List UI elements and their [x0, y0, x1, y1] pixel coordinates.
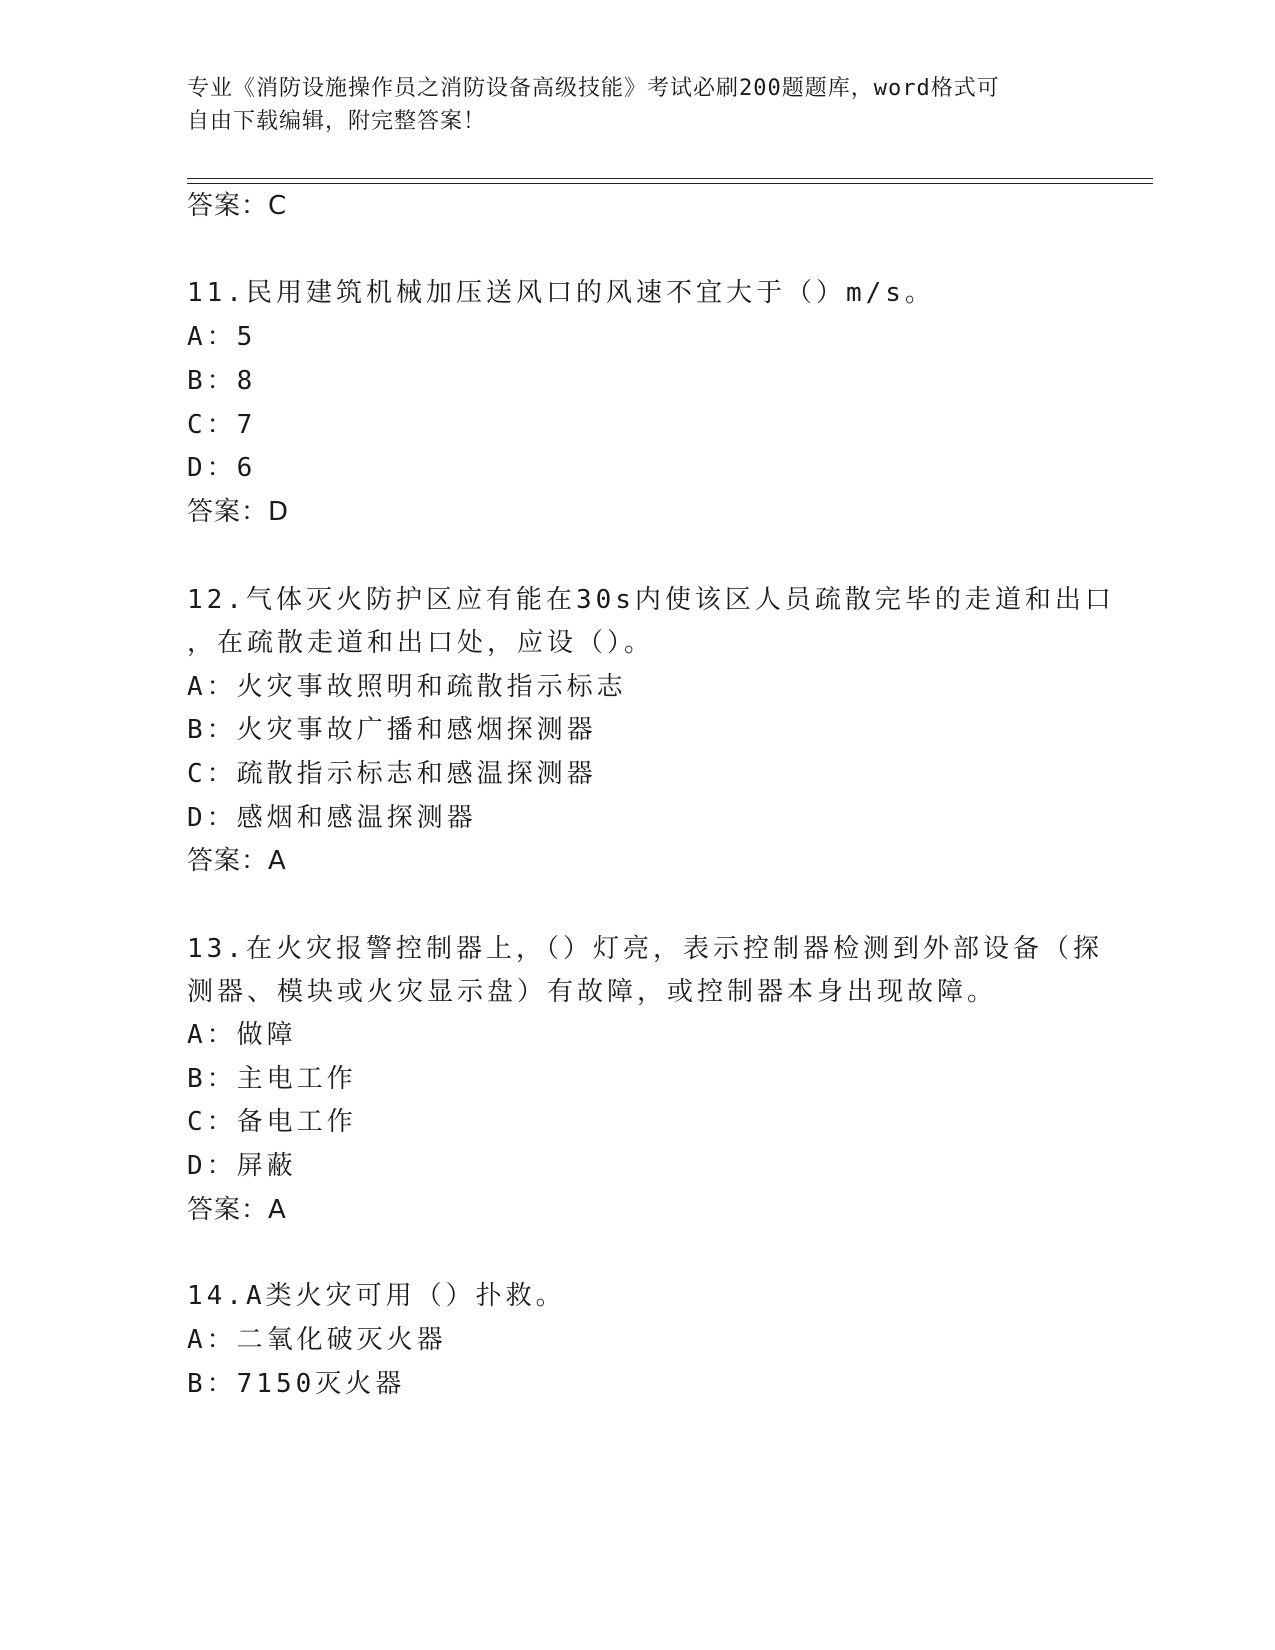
- question-12-option-b: B：火灾事故广播和感烟探测器: [187, 715, 597, 745]
- question-14-stem: 14.A类火灾可用（）扑救。: [187, 1281, 566, 1311]
- previous-answer: 答案：C: [187, 191, 288, 221]
- question-13-stem-line-1: 13.在火灾报警控制器上，（）灯亮，表示控制器检测到外部设备（探: [187, 934, 1103, 964]
- header-divider-bottom: [187, 183, 1153, 184]
- question-14-option-a: A：二氧化破灭火器: [187, 1325, 447, 1355]
- question-13-option-a: A：做障: [187, 1020, 297, 1050]
- question-12-option-d: D：感烟和感温探测器: [187, 803, 477, 833]
- question-12-option-a: A：火灾事故照明和疏散指示标志: [187, 672, 627, 702]
- question-11-option-b: B：8: [187, 366, 257, 396]
- question-13-option-b: B：主电工作: [187, 1064, 357, 1094]
- header-divider-top: [187, 178, 1153, 179]
- header-line-2: 自由下载编辑，附完整答案！: [187, 109, 487, 134]
- question-13-option-c: C：备电工作: [187, 1107, 357, 1137]
- question-12-option-c: C：疏散指示标志和感温探测器: [187, 759, 597, 789]
- question-13-answer: 答案：A: [187, 1195, 287, 1225]
- question-12-answer: 答案：A: [187, 846, 287, 876]
- header-line-1: 专业《消防设施操作员之消防设备高级技能》考试必刷200题题库，word格式可: [187, 76, 1000, 101]
- question-11-option-d: D：6: [187, 453, 257, 483]
- question-13-option-d: D：屏蔽: [187, 1151, 297, 1181]
- question-13-stem-line-2: 测器、模块或火灾显示盘）有故障，或控制器本身出现故障。: [187, 977, 998, 1007]
- question-11-stem: 11.民用建筑机械加压送风口的风速不宜大于（）m/s。: [187, 278, 935, 308]
- question-12-stem-line-2: ，在疏散走道和出口处，应设（）。: [187, 628, 655, 658]
- question-11-option-c: C：7: [187, 410, 257, 440]
- question-11-option-a: A：5: [187, 322, 257, 352]
- question-11-answer: 答案：D: [187, 497, 290, 527]
- question-14-option-b: B：7150灭火器: [187, 1369, 406, 1399]
- question-12-stem-line-1: 12.气体灭火防护区应有能在30s内使该区人员疏散完毕的走道和出口: [187, 585, 1115, 615]
- document-header: [187, 72, 1067, 138]
